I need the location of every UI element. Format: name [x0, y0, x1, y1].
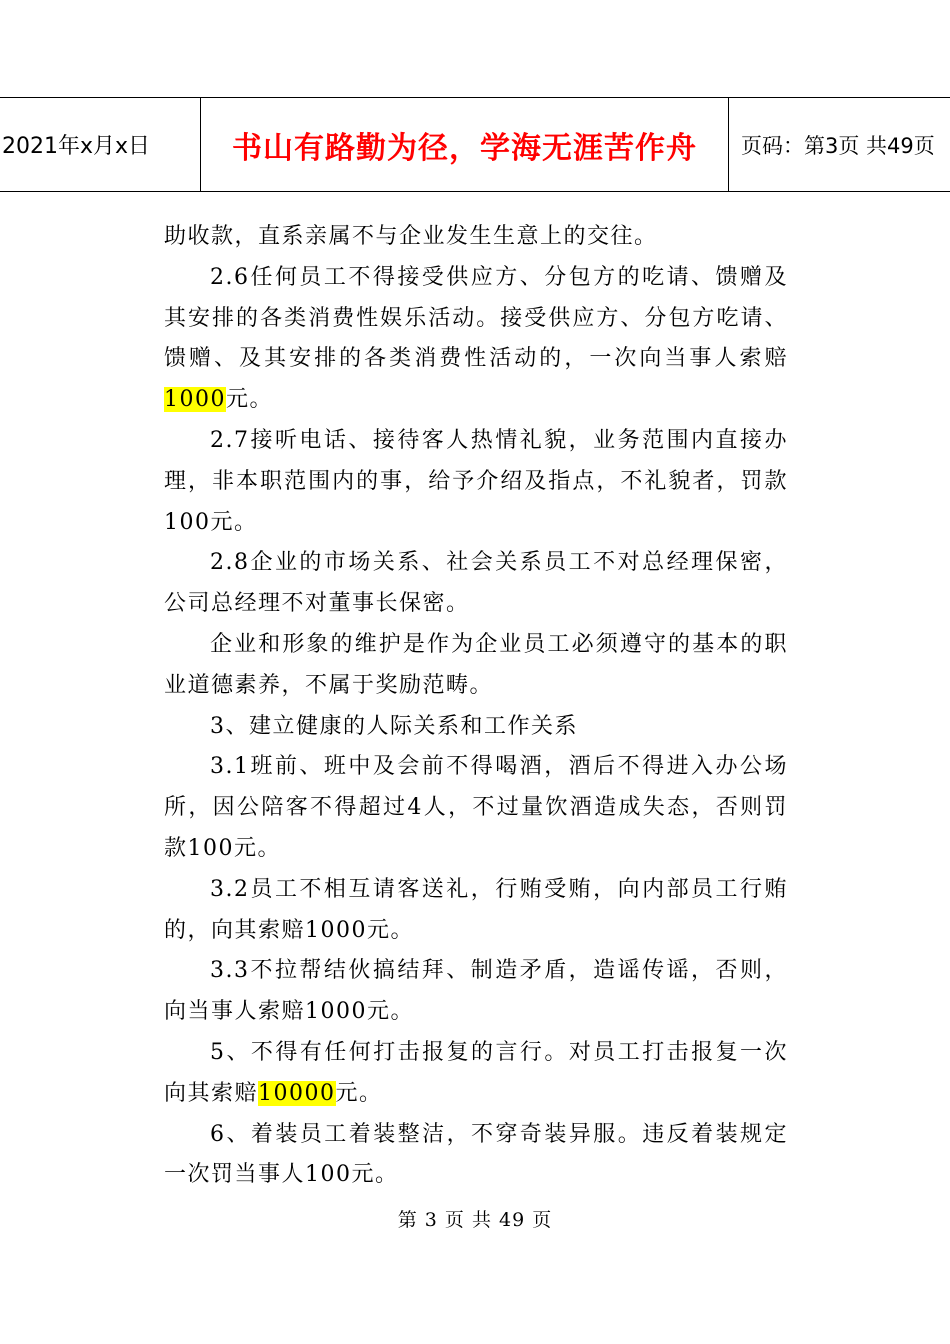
body-line: 3.1班前、班中及会前不得喝酒，酒后不得进入办公场	[210, 754, 788, 780]
highlighted-amount: 1000	[164, 387, 226, 413]
body-line	[164, 380, 788, 421]
body-line: 款100元。	[164, 835, 281, 861]
body-line: 企业和形象的维护是作为企业员工必须遵守的基本的职	[210, 631, 788, 657]
body-line: 其安排的各类消费性娱乐活动。接受供应方、分包方吃请、	[164, 305, 788, 331]
body-line: 100元。	[164, 509, 258, 535]
body-line: 业道德素养，不属于奖励范畴。	[164, 672, 494, 698]
body-text: 向其索赔	[164, 1080, 259, 1106]
body-line: 助收款，直系亲属不与企业发生生意上的交往。	[164, 224, 658, 249]
body-line: 一次罚当事人100元。	[164, 1162, 399, 1188]
header-date: 2021年x月x日	[0, 98, 201, 191]
body-line: 3.3不拉帮结伙搞结拜、制造矛盾，造谣传谣，否则，	[210, 958, 788, 984]
body-line: 2.8企业的市场关系、社会关系员工不对总经理保密，	[210, 550, 788, 576]
body-text: 元。	[226, 387, 274, 413]
page-footer: 第 3 页 共 49 页	[397, 1209, 553, 1231]
body-line: 6、着装员工着装整洁，不穿奇装异服。违反着装规定	[210, 1121, 788, 1147]
header-page-info: 页码：第3页 共49页	[741, 133, 935, 158]
body-line: 的，向其索赔1000元。	[164, 917, 414, 943]
body-line: 向当事人索赔1000元。	[164, 999, 414, 1025]
header-motto: 书山有路勤为径，学海无涯苦作舟	[201, 98, 729, 191]
body-line: 3.2员工不相互请客送礼，行贿受贿，向内部员工行贿	[210, 876, 788, 902]
body-line: 馈赠、及其安排的各类消费性活动的，一次向当事人索赔	[164, 346, 788, 372]
body-line: 5、不得有任何打击报复的言行。对员工打击报复一次	[210, 1039, 788, 1065]
body-line: 理，非本职范围内的事，给予介绍及指点，不礼貌者，罚款	[164, 468, 788, 494]
body-line: 2.7接听电话、接待客人热情礼貌，业务范围内直接办	[210, 427, 788, 453]
body-line: 所，因公陪客不得超过4人，不过量饮酒造成失态，否则罚	[164, 795, 788, 821]
body-line: 3、建立健康的人际关系和工作关系	[210, 713, 578, 739]
body-line: 2.6任何员工不得接受供应方、分包方的吃请、馈赠及	[210, 264, 788, 290]
document-body	[164, 217, 788, 1196]
body-line: 公司总经理不对董事长保密。	[164, 591, 470, 617]
body-line	[164, 1074, 788, 1115]
highlighted-amount: 10000	[258, 1080, 336, 1106]
page-header	[0, 97, 950, 192]
body-text: 元。	[335, 1080, 383, 1106]
